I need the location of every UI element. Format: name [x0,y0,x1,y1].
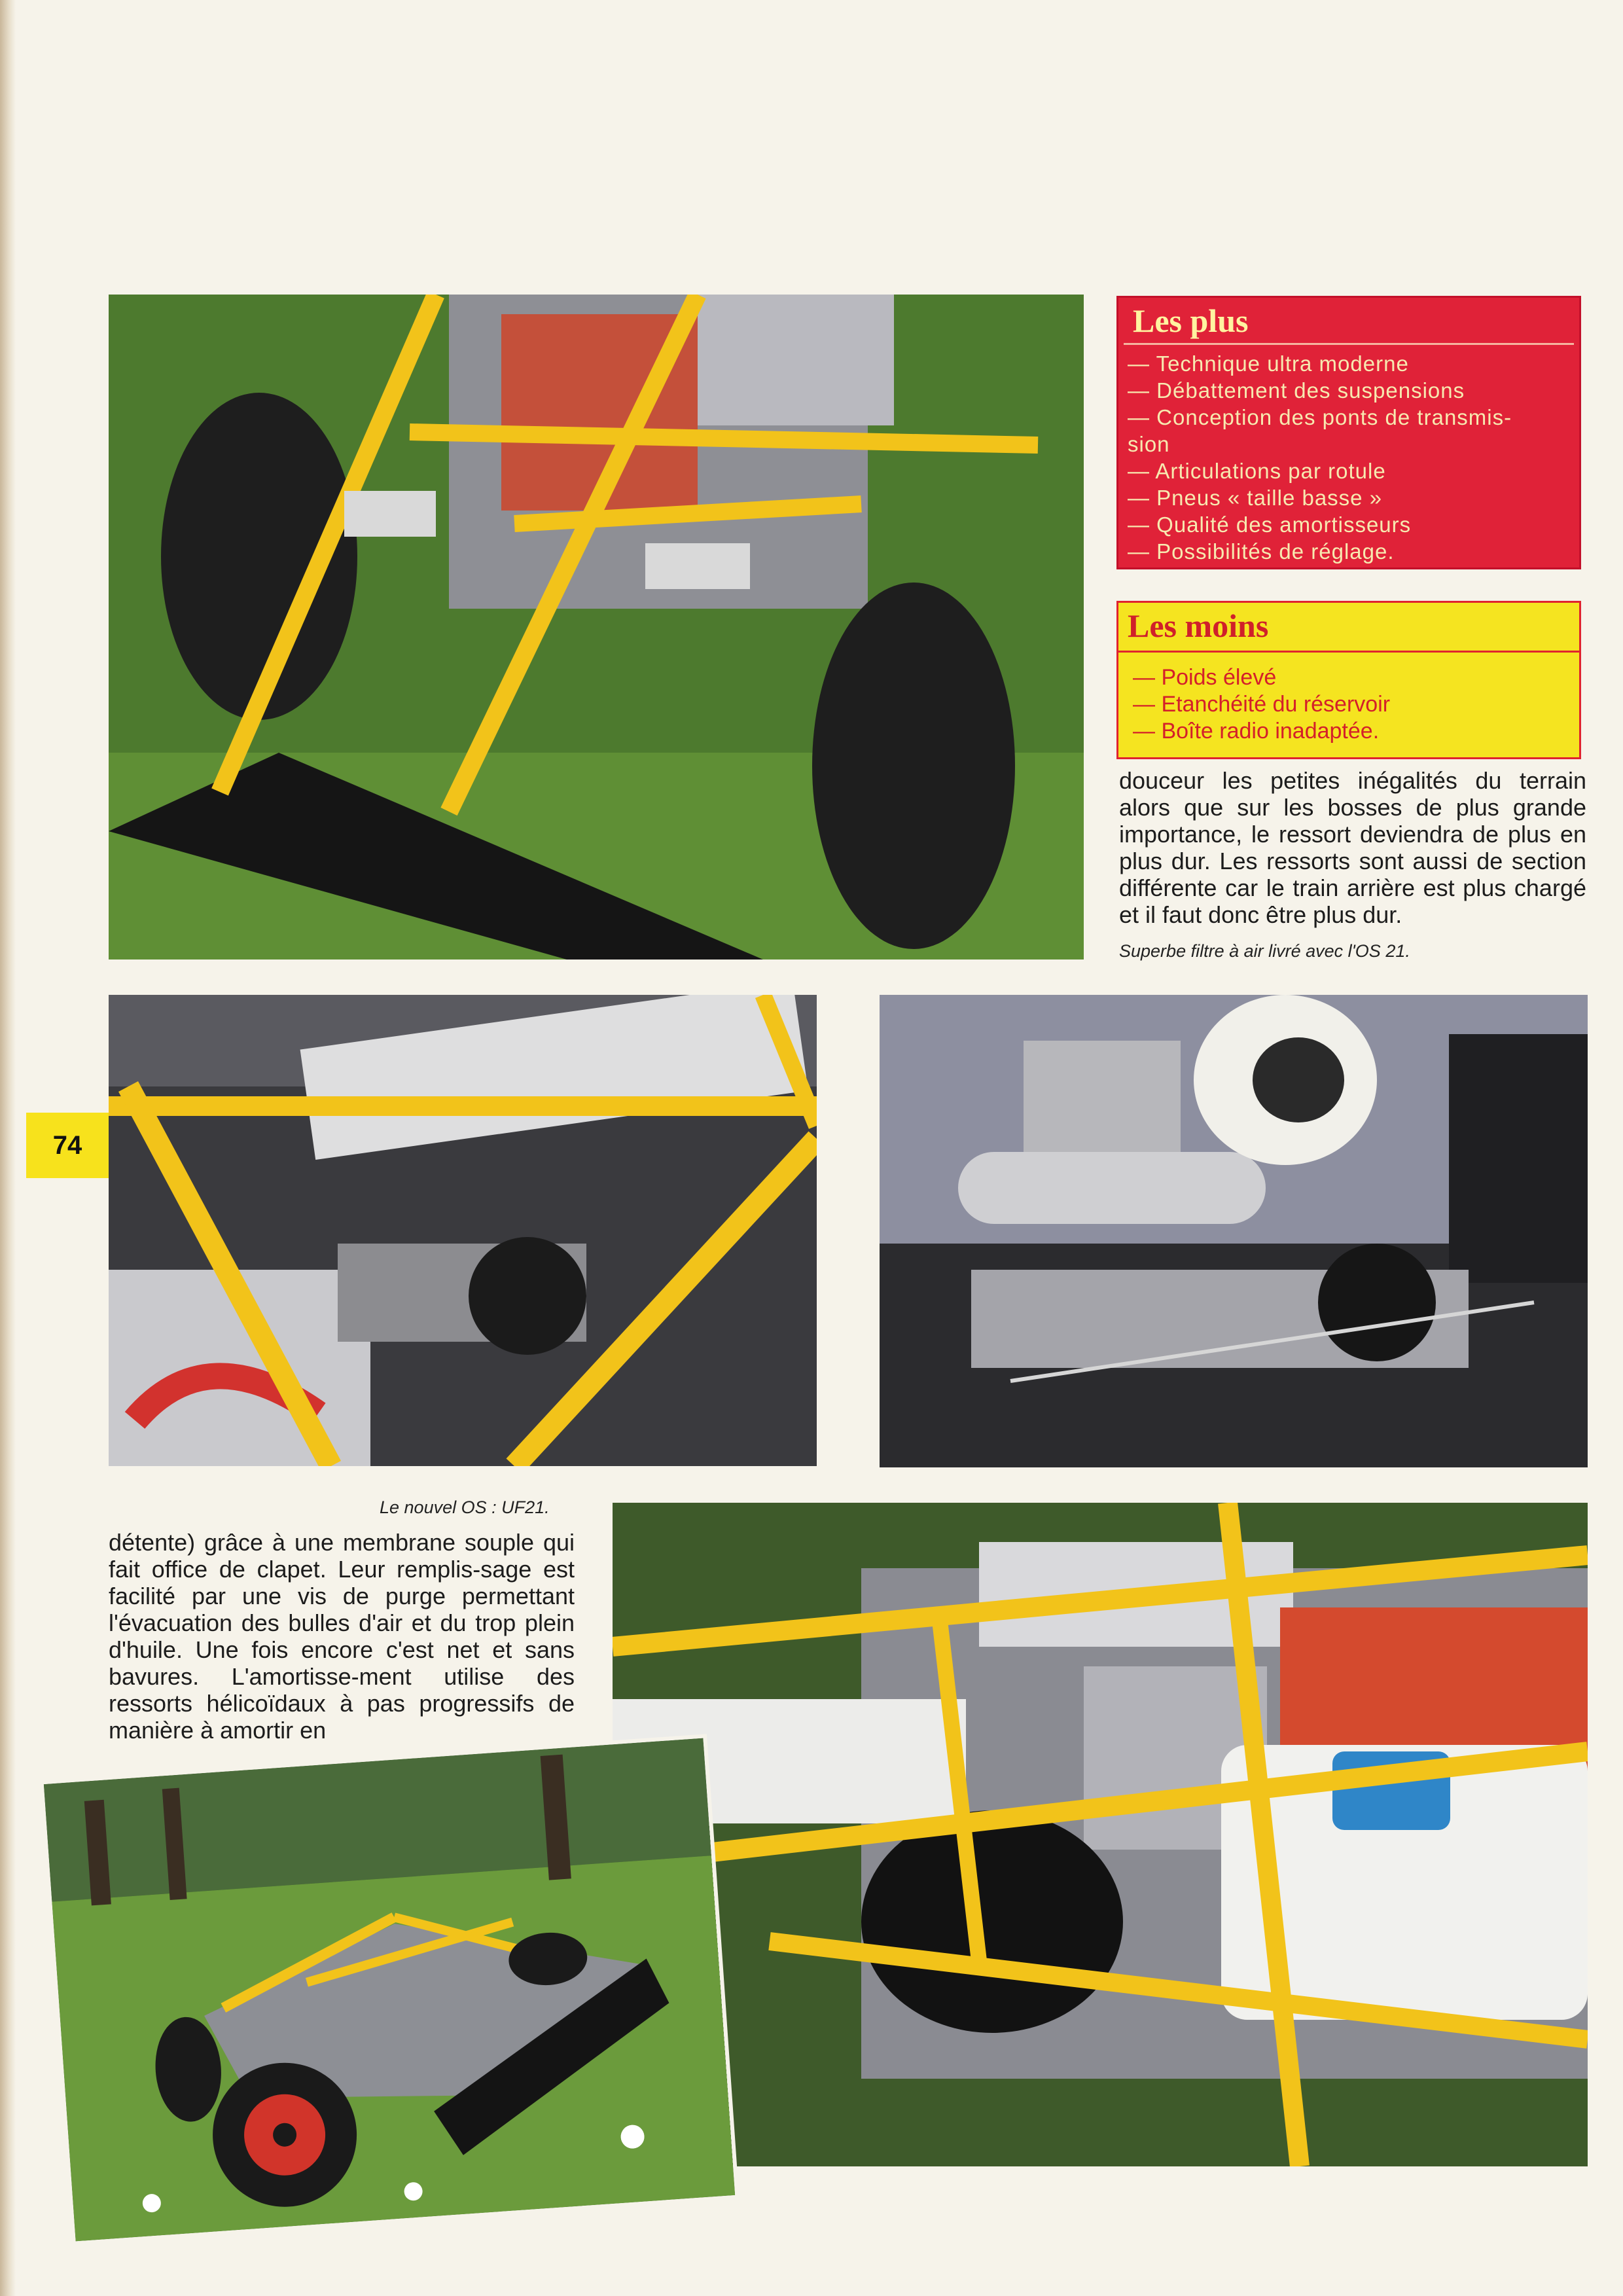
les-plus-item: — Qualité des amortisseurs [1128,512,1412,537]
les-plus-item: — Pneus « taille basse » [1128,486,1383,510]
les-plus-item: sion [1128,432,1170,456]
les-moins-list [1118,664,1579,745]
les-plus-item: — Conception des ponts de transmis- [1128,405,1512,429]
les-moins-item: — Poids élevé [1133,665,1277,690]
photo-rollcage-closeup [109,995,817,1466]
les-plus-list [1118,350,1579,565]
photo-buggy-full [44,1738,735,2242]
les-plus-item: — Possibilités de réglage. [1128,539,1395,564]
les-moins-title: Les moins [1118,603,1579,653]
les-plus-title: Les plus [1124,298,1574,345]
page-number-tab: 74 [26,1113,109,1178]
les-plus-item: — Technique ultra moderne [1128,351,1409,376]
article-text-right: douceur les petites inégalités du terrain alors que sur les bosses de plus grande importance, le ressort deviendra de plus en plus dur. Les ressorts sont aussi de section différente car le train arrière est plus chargé et il faut donc être plus dur. [1119,767,1586,928]
les-moins-box [1116,601,1581,759]
les-plus-box [1116,296,1581,569]
photo-buggy-front [109,295,1084,960]
les-plus-item: — Débattement des suspensions [1128,378,1465,403]
page-spine [0,0,16,2296]
les-plus-item: — Articulations par rotule [1128,459,1386,483]
photo-air-filter [880,995,1588,1467]
les-moins-item: — Etanchéité du réservoir [1133,692,1391,717]
caption-engine: Le nouvel OS : UF21. [380,1498,550,1517]
caption-air-filter: Superbe filtre à air livré avec l'OS 21. [1119,941,1410,961]
les-moins-item: — Boîte radio inadaptée. [1133,719,1380,744]
article-text-left: détente) grâce à une membrane souple qui fait office de clapet. Leur remplis-sage est facilité par une vis de purge permettant l'évacuation des bulles d'air et du trop plein d'huile. Une fois encore c'est net et sans bavures. L'amortisse-ment utilise des ressorts hélicoïdaux à pas progressifs de manière à amortir en [109,1529,575,1744]
photo-engine-tank [613,1503,1588,2166]
